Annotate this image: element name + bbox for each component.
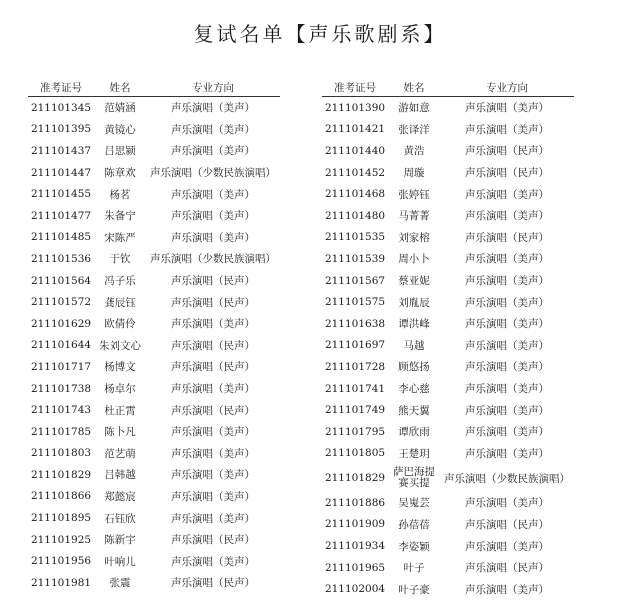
cell-major: 声乐演唱（美声）	[465, 102, 549, 115]
header-id: 准考证号	[334, 81, 376, 94]
cell-major: 声乐演唱（美声）	[171, 231, 255, 244]
cell-major: 声乐演唱（美声）	[465, 383, 549, 396]
cell-name: 吕韩越	[104, 469, 136, 482]
cell-name: 顾悠扬	[398, 361, 430, 374]
cell-name: 马菁菁	[398, 210, 430, 223]
cell-major: 声乐演唱（美声）	[171, 210, 255, 223]
cell-name: 刘胤辰	[398, 296, 430, 309]
cell-major: 声乐演唱（美声）	[465, 361, 549, 374]
table-row	[322, 291, 574, 313]
cell-name	[388, 467, 440, 489]
cell-major: 声乐演唱（美声）	[171, 447, 255, 460]
table-row	[28, 183, 280, 205]
table-row	[28, 248, 280, 270]
cell-name: 孙蓓蓓	[398, 518, 430, 531]
cell-id: 211101480	[324, 209, 386, 222]
header-name: 姓名	[109, 81, 131, 94]
cell-name: 黄镜心	[104, 123, 136, 136]
cell-major: 声乐演唱（美声）	[171, 512, 255, 525]
cell-id: 211101981	[30, 576, 92, 589]
cell-major: 声乐演唱（少数民族演唱）	[150, 253, 276, 266]
table-row	[28, 291, 280, 313]
cell-id: 211101535	[324, 231, 386, 244]
cell-id: 211101785	[30, 425, 92, 438]
cell-id: 211101803	[30, 447, 92, 460]
cell-major: 声乐演唱（美声）	[465, 583, 549, 596]
cell-major: 声乐演唱（美声）	[171, 102, 255, 115]
cell-id: 211101644	[30, 339, 92, 352]
cell-name: 朱刘文心	[99, 339, 141, 352]
table-row	[322, 443, 574, 465]
cell-id: 211101536	[30, 252, 92, 265]
table-row	[322, 183, 574, 205]
cell-id: 211101697	[324, 339, 386, 352]
cell-id: 211101795	[324, 425, 386, 438]
table-row	[322, 421, 574, 443]
cell-name: 周璇	[403, 167, 425, 180]
cell-major: 声乐演唱（民声）	[171, 275, 255, 288]
cell-id: 211101866	[30, 490, 92, 503]
cell-id: 211101743	[30, 404, 92, 417]
table-row	[28, 227, 280, 249]
cell-major: 声乐演唱（民声）	[171, 296, 255, 309]
table-row	[322, 492, 574, 514]
table-row	[28, 205, 280, 227]
cell-name: 于钦	[109, 253, 131, 266]
cell-name: 张译洋	[398, 123, 430, 136]
cell-major: 声乐演唱（民声）	[465, 167, 549, 180]
cell-name: 朱备宁	[104, 210, 136, 223]
table-row	[322, 97, 574, 119]
cell-name: 李姿颖	[398, 540, 430, 553]
cell-major: 声乐演唱（民声）	[171, 339, 255, 352]
cell-name: 刘家榕	[398, 231, 430, 244]
table-row	[322, 119, 574, 141]
table-row	[28, 335, 280, 357]
cell-major: 声乐演唱（美声）	[465, 404, 549, 417]
cell-id: 211101564	[30, 274, 92, 287]
table-row	[28, 421, 280, 443]
cell-id: 211101829	[30, 468, 92, 481]
cell-name: 杨卓尔	[104, 383, 136, 396]
left-table	[28, 78, 280, 594]
cell-major: 声乐演唱（美声）	[465, 275, 549, 288]
cell-major: 声乐演唱（民声）	[171, 404, 255, 417]
cell-major: 声乐演唱（美声）	[465, 253, 549, 266]
table-row	[28, 572, 280, 594]
cell-name: 范婧涵	[104, 102, 136, 115]
cell-id: 211101567	[324, 274, 386, 287]
cell-id: 211101575	[324, 296, 386, 309]
page-title: 复试名单【声乐歌剧系】	[193, 22, 447, 46]
table-row	[322, 227, 574, 249]
cell-id: 211101741	[324, 382, 386, 395]
cell-id: 211101638	[324, 317, 386, 330]
cell-id: 211101345	[30, 101, 92, 114]
cell-name: 龚辰钰	[104, 296, 136, 309]
header-id: 准考证号	[40, 81, 82, 94]
cell-id: 211101421	[324, 123, 386, 136]
table-row	[322, 270, 574, 292]
cell-major: 声乐演唱（美声）	[465, 123, 549, 136]
cell-name: 石钰欣	[104, 512, 136, 525]
table-row	[322, 535, 574, 557]
cell-name: 张震	[109, 577, 131, 590]
cell-id: 211101956	[30, 555, 92, 568]
cell-name: 陈卜凡	[104, 426, 136, 439]
header-major: 专业方向	[192, 81, 234, 94]
cell-id: 211101452	[324, 166, 386, 179]
cell-id: 211101477	[30, 209, 92, 222]
cell-name: 蔡亚妮	[398, 275, 430, 288]
table-row	[322, 140, 574, 162]
table-row	[322, 356, 574, 378]
table-row	[322, 162, 574, 184]
cell-name: 杨博文	[104, 361, 136, 374]
cell-major: 声乐演唱（美声）	[171, 145, 255, 158]
cell-major: 声乐演唱（少数民族演唱）	[150, 167, 276, 180]
right-table	[322, 78, 574, 600]
cell-major: 声乐演唱（民声）	[171, 361, 255, 374]
table-row	[28, 486, 280, 508]
cell-id: 211101965	[324, 561, 386, 574]
cell-id: 211101440	[324, 144, 386, 157]
cell-id: 211101805	[324, 447, 386, 460]
cell-id: 211101925	[30, 533, 92, 546]
cell-name: 陈章欢	[104, 167, 136, 180]
table-row	[28, 270, 280, 292]
table-row	[28, 378, 280, 400]
cell-major: 声乐演唱（美声）	[171, 426, 255, 439]
cell-name: 熊天翼	[398, 404, 430, 417]
cell-name: 吴嵬芸	[398, 497, 430, 510]
cell-major: 声乐演唱（美声）	[171, 490, 255, 503]
cell-name: 欧倩伶	[104, 318, 136, 331]
cell-name: 黄浩	[403, 145, 425, 158]
cell-name: 范艺萌	[104, 447, 136, 460]
table-row	[322, 335, 574, 357]
table-row	[322, 578, 574, 600]
cell-name: 游如意	[398, 102, 430, 115]
table-row	[28, 507, 280, 529]
cell-name: 杜正霄	[104, 404, 136, 417]
table-row	[322, 248, 574, 270]
cell-name: 周小卜	[398, 253, 430, 266]
cell-name-line: 赛买提	[398, 477, 430, 490]
cell-name: 张婷钰	[398, 188, 430, 201]
cell-major: 声乐演唱（美声）	[465, 188, 549, 201]
cell-major: 声乐演唱（美声）	[465, 339, 549, 352]
cell-major: 声乐演唱（少数民族演唱）	[444, 472, 570, 485]
cell-id: 211101749	[324, 404, 386, 417]
left-table-body	[28, 97, 280, 594]
cell-major: 声乐演唱（民声）	[465, 145, 549, 158]
cell-major: 声乐演唱（民声）	[465, 562, 549, 575]
table-row	[28, 550, 280, 572]
cell-id: 211101629	[30, 317, 92, 330]
cell-major: 声乐演唱（美声）	[171, 318, 255, 331]
cell-id: 211101934	[324, 540, 386, 553]
cell-major: 声乐演唱（美声）	[171, 555, 255, 568]
cell-major: 声乐演唱（美声）	[465, 210, 549, 223]
table-row	[322, 399, 574, 421]
table-row	[322, 313, 574, 335]
cell-id: 211101447	[30, 166, 92, 179]
table-row	[322, 205, 574, 227]
table-header	[322, 78, 574, 97]
cell-id: 211101539	[324, 252, 386, 265]
cell-id: 211101728	[324, 360, 386, 373]
cell-major: 声乐演唱（美声）	[171, 188, 255, 201]
cell-id: 211101717	[30, 360, 92, 373]
cell-name: 谭洪峰	[398, 318, 430, 331]
cell-major: 声乐演唱（美声）	[465, 497, 549, 510]
table-row	[322, 378, 574, 400]
table-row	[322, 557, 574, 579]
cell-id: 211101909	[324, 518, 386, 531]
cell-major: 声乐演唱（民声）	[171, 534, 255, 547]
cell-id: 211101829	[324, 472, 386, 485]
cell-name: 吕思颍	[104, 145, 136, 158]
cell-id: 211101738	[30, 382, 92, 395]
cell-major: 声乐演唱（民声）	[171, 577, 255, 590]
cell-major: 声乐演唱（美声）	[465, 426, 549, 439]
table-row	[28, 529, 280, 551]
header-major: 专业方向	[486, 81, 528, 94]
table-row	[28, 119, 280, 141]
cell-major: 声乐演唱（民声）	[465, 518, 549, 531]
cell-name-line: 萨巴海提	[393, 466, 435, 479]
cell-id: 211102004	[324, 583, 386, 596]
table-row	[322, 464, 574, 492]
cell-name: 叶子豪	[398, 583, 430, 596]
cell-major: 声乐演唱（美声）	[171, 123, 255, 136]
cell-name: 杨茗	[109, 188, 131, 201]
cell-major: 声乐演唱（美声）	[465, 296, 549, 309]
cell-name: 李心慈	[398, 383, 430, 396]
cell-id: 211101395	[30, 123, 92, 136]
cell-id: 211101485	[30, 231, 92, 244]
cell-id: 211101468	[324, 188, 386, 201]
table-row	[28, 356, 280, 378]
cell-id: 211101455	[30, 188, 92, 201]
cell-name: 陈新宇	[104, 534, 136, 547]
table-row	[28, 313, 280, 335]
table-row	[322, 514, 574, 536]
cell-name: 叶子	[403, 562, 425, 575]
cell-major: 声乐演唱（美声）	[465, 318, 549, 331]
cell-major: 声乐演唱（美声）	[171, 469, 255, 482]
table-row	[28, 97, 280, 119]
cell-name: 王楚玥	[398, 447, 430, 460]
cell-name: 郑懿宸	[104, 490, 136, 503]
table-row	[28, 162, 280, 184]
cell-major: 声乐演唱（美声）	[465, 540, 549, 553]
right-table-body	[322, 97, 574, 600]
cell-name: 冯子乐	[104, 275, 136, 288]
cell-name: 马越	[403, 339, 425, 352]
cell-id: 211101895	[30, 512, 92, 525]
table-row	[28, 140, 280, 162]
cell-name: 宋陈严	[104, 231, 136, 244]
cell-major: 声乐演唱（民声）	[465, 231, 549, 244]
cell-name: 叶响儿	[104, 555, 136, 568]
cell-id: 211101390	[324, 101, 386, 114]
table-row	[28, 443, 280, 465]
cell-name: 谭欣雨	[398, 426, 430, 439]
cell-major: 声乐演唱（美声）	[465, 447, 549, 460]
cell-id: 211101886	[324, 496, 386, 509]
cell-id: 211101437	[30, 144, 92, 157]
table-row	[28, 399, 280, 421]
table-row	[28, 464, 280, 486]
table-header	[28, 78, 280, 97]
cell-major: 声乐演唱（美声）	[171, 383, 255, 396]
cell-id: 211101572	[30, 296, 92, 309]
header-name: 姓名	[403, 81, 425, 94]
